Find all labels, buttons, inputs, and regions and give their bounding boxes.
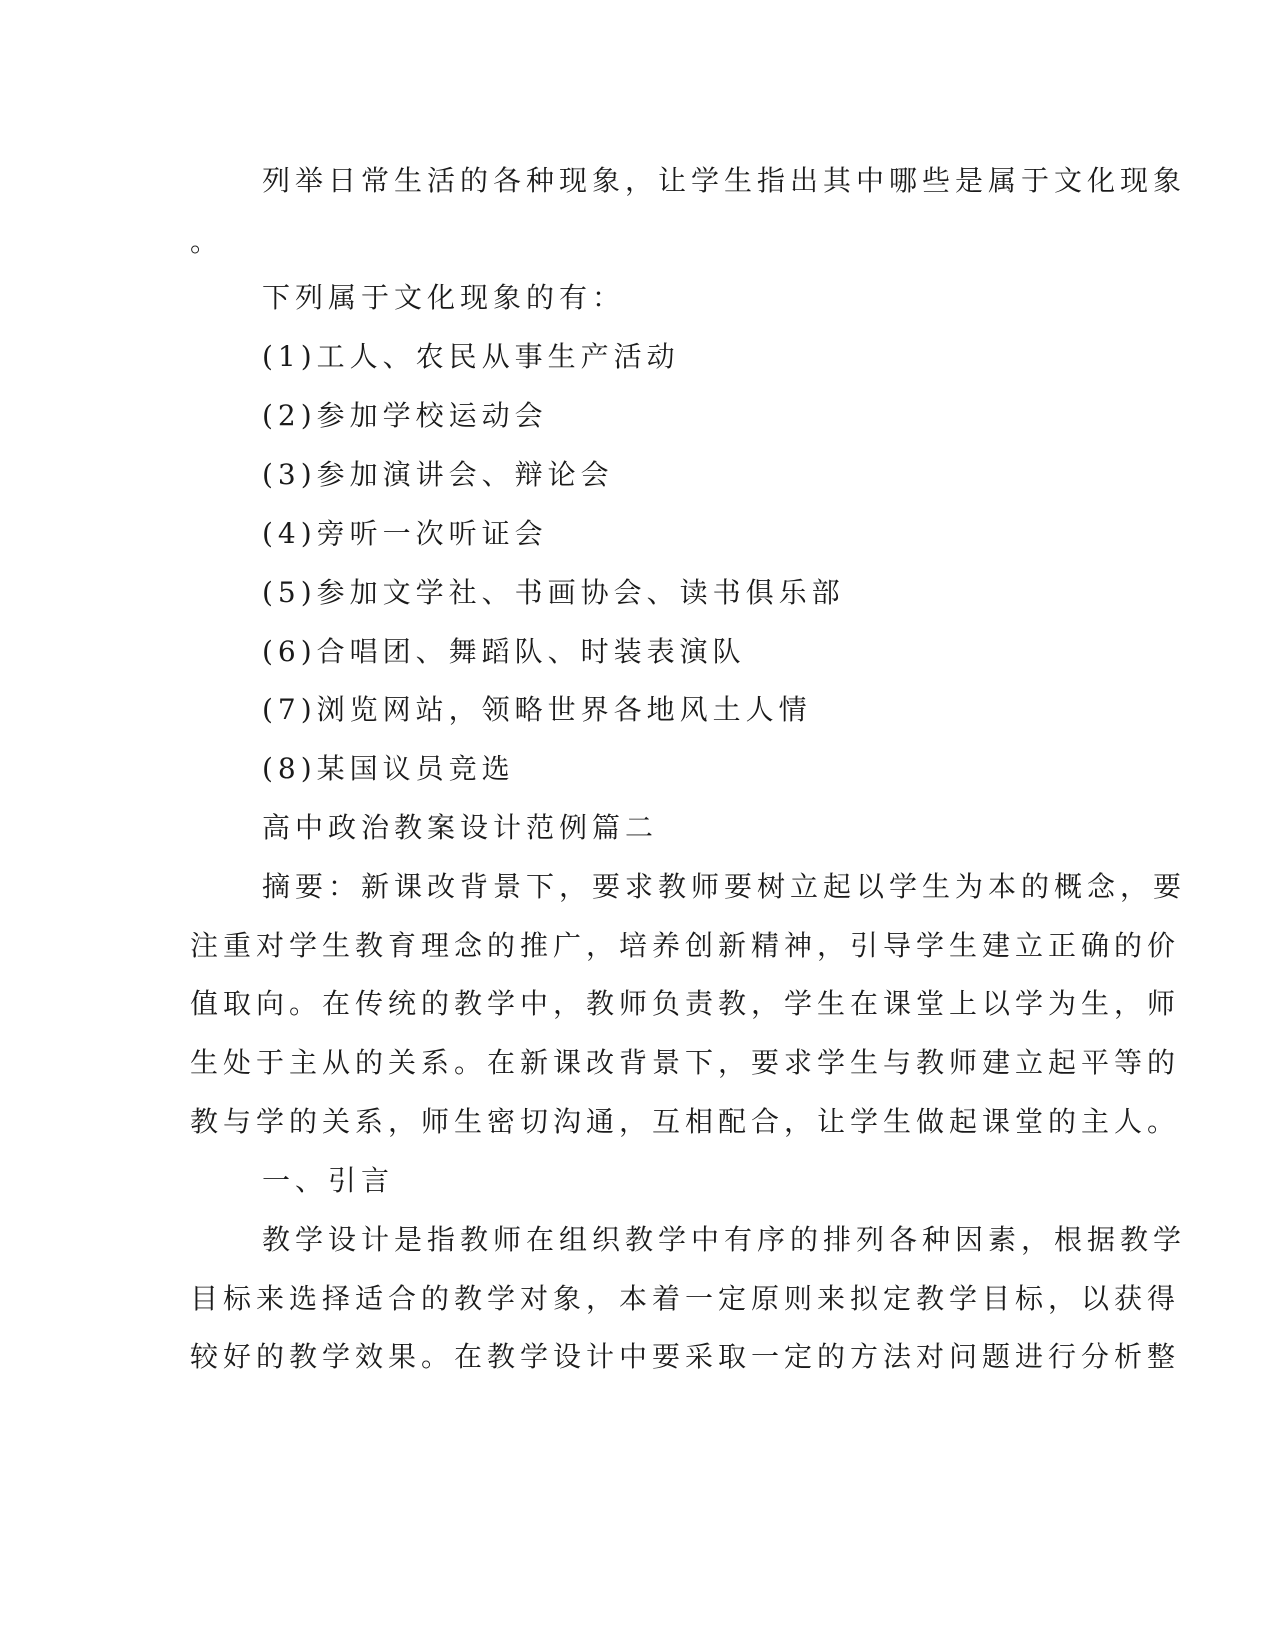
abstract-line-1: 摘要：新课改背景下，要求教师要树立起以学生为本的概念，要 bbox=[262, 870, 1187, 903]
option-item-3: (3)参加演讲会、辩论会 bbox=[262, 458, 614, 491]
option-item-1: (1)工人、农民从事生产活动 bbox=[262, 340, 680, 373]
abstract-line-2: 注重对学生教育理念的推广，培养创新精神，引导学生建立正确的价 bbox=[190, 929, 1181, 962]
abstract-line-5: 教与学的关系，师生密切沟通，互相配合，让学生做起课堂的主人。 bbox=[190, 1105, 1181, 1138]
body-line-2: 目标来选择适合的教学对象，本着一定原则来拟定教学目标，以获得 bbox=[190, 1282, 1181, 1315]
option-item-4: (4)旁听一次听证会 bbox=[262, 517, 548, 550]
body-line-1: 教学设计是指教师在组织教学中有序的排列各种因素，根据教学 bbox=[262, 1223, 1187, 1256]
heading-intro: 一、引言 bbox=[262, 1164, 395, 1197]
option-item-5: (5)参加文学社、书画协会、读书俱乐部 bbox=[262, 576, 845, 609]
option-item-8: (8)某国议员竞选 bbox=[262, 752, 515, 785]
option-item-7: (7)浏览网站，领略世界各地风土人情 bbox=[262, 693, 812, 726]
abstract-line-4: 生处于主从的关系。在新课改背景下，要求学生与教师建立起平等的 bbox=[190, 1046, 1181, 1079]
intro-line-2: 。 bbox=[190, 225, 224, 258]
question-text: 下列属于文化现象的有： bbox=[262, 281, 626, 314]
option-item-2: (2)参加学校运动会 bbox=[262, 399, 548, 432]
intro-line-1: 列举日常生活的各种现象，让学生指出其中哪些是属于文化现象 bbox=[262, 164, 1187, 197]
section-title: 高中政治教案设计范例篇二 bbox=[262, 811, 659, 844]
abstract-line-3: 值取向。在传统的教学中，教师负责教，学生在课堂上以学为生，师 bbox=[190, 987, 1181, 1020]
option-item-6: (6)合唱团、舞蹈队、时装表演队 bbox=[262, 635, 746, 668]
body-line-3: 较好的教学效果。在教学设计中要采取一定的方法对问题进行分析整 bbox=[190, 1340, 1181, 1373]
